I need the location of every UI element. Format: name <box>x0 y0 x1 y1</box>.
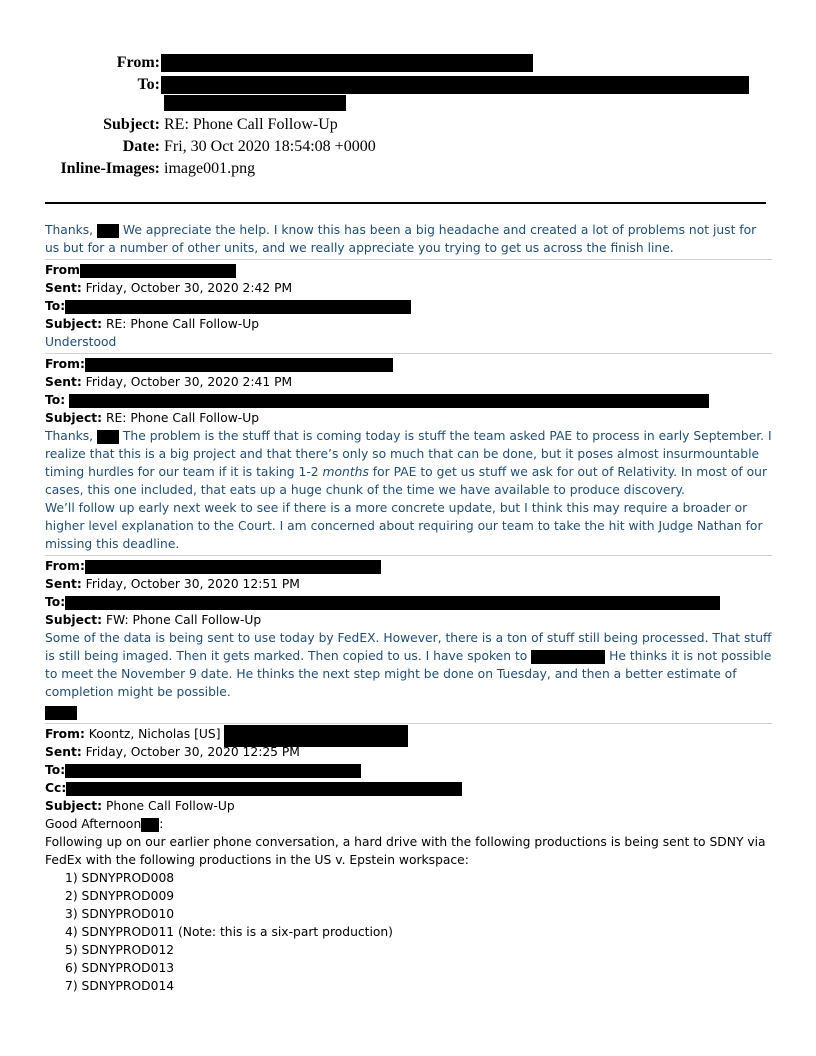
redaction-block <box>80 264 236 278</box>
message-text: We appreciate the help. I know this has been a big headache and created a lot of problems not just for us but for a number of other units, and we really appreciate you trying to get us across the finish line. <box>45 223 757 255</box>
message-4-body <box>45 629 772 701</box>
sent-label: Sent: <box>45 577 82 591</box>
list-item: 2) SDNYPROD009 <box>65 889 175 903</box>
header-subject-label: Subject: <box>103 116 160 133</box>
message-3-body <box>45 427 772 499</box>
from-value: Koontz, Nicholas [US] <box>88 727 221 741</box>
list-item: 1) SDNYPROD008 <box>65 871 175 885</box>
redaction-block <box>69 394 709 408</box>
list-item: 4) SDNYPROD011 (Note: this is a six-part production) <box>65 925 393 939</box>
message-5 <box>45 725 772 995</box>
sent-value: Friday, October 30, 2020 12:51 PM <box>85 577 300 591</box>
redaction-block <box>97 430 119 444</box>
message-1-body <box>45 221 772 257</box>
subject-label: Subject: <box>45 411 103 425</box>
redaction-block <box>97 224 119 238</box>
redaction-block <box>85 560 381 574</box>
message-text: The problem is the stuff that is coming today is stuff the team asked PAE to process in early September. I realize that this is a big project and that there’s only so much that can be done, but it poses almost insurmountable timing hurdles for our team if it is taking 1-2 <box>45 429 772 479</box>
sent-value: Friday, October 30, 2020 2:41 PM <box>85 375 293 389</box>
subject-value: RE: Phone Call Follow-Up <box>105 411 260 425</box>
subject-value: Phone Call Follow-Up <box>105 799 235 813</box>
subject-value: RE: Phone Call Follow-Up <box>105 317 260 331</box>
to-label: To: <box>45 299 66 313</box>
from-label: From: <box>45 559 85 573</box>
from-label: From <box>45 263 80 277</box>
message-text: Thanks, <box>45 223 94 237</box>
redaction-block <box>161 54 533 72</box>
redaction-block <box>66 782 462 796</box>
header-to-label: To: <box>137 76 160 93</box>
redaction-block <box>141 818 159 832</box>
message-text: He thinks it is not possible to meet the November 9 date. He thinks the next step might be done on Tuesday, and then a better estimate of completion might be possible. <box>45 649 772 699</box>
list-item: 3) SDNYPROD010 <box>65 907 175 921</box>
message-4 <box>45 557 772 721</box>
to-label: To: <box>45 393 66 407</box>
message-text: Some of the data is being sent to use today by FedEX. However, there is a ton of stuff still being processed. That stuff is still being imaged. Then it gets marked. Then copied to us. I have spoken to <box>45 631 772 663</box>
redaction-block <box>85 358 393 372</box>
redaction-block <box>65 300 411 314</box>
message-text: for PAE to get us stuff we ask for out of Relativity. In most of our cases, this one included, that eats up a huge chunk of the time we have available to produce discovery. <box>45 465 768 497</box>
from-label: From: <box>45 727 85 741</box>
message-2-body: Understood <box>45 335 117 349</box>
message-2 <box>45 261 772 351</box>
cc-label: Cc: <box>45 781 67 795</box>
sent-value: Friday, October 30, 2020 12:25 PM <box>85 745 300 759</box>
redaction-block <box>65 596 720 610</box>
subject-label: Subject: <box>45 317 103 331</box>
list-item: 5) SDNYPROD012 <box>65 943 175 957</box>
redaction-block <box>65 764 361 778</box>
header-inline-images-value: image001.png <box>164 160 256 177</box>
message-separator <box>45 555 772 556</box>
greeting-text: Good Afternoon <box>45 817 142 831</box>
greeting-text: : <box>159 817 164 831</box>
redaction-block <box>164 95 346 111</box>
subject-label: Subject: <box>45 613 103 627</box>
subject-value: FW: Phone Call Follow-Up <box>105 613 262 627</box>
list-item: 6) SDNYPROD013 <box>65 961 175 975</box>
message-3-body-paragraph-2: We’ll follow up early next week to see if there is a more concrete update, but I think this may require a broader or higher level explanation to the Court. I am concerned about requiring our team to take the hit with Judge Nathan for missing this deadline. <box>45 501 763 551</box>
message-emphasis: months <box>322 465 369 479</box>
sent-value: Friday, October 30, 2020 2:42 PM <box>85 281 293 295</box>
message-separator <box>45 723 772 724</box>
redaction-block <box>161 76 749 94</box>
header-divider <box>45 202 766 204</box>
sent-label: Sent: <box>45 745 82 759</box>
header-from-label: From: <box>116 54 160 71</box>
sent-label: Sent: <box>45 375 82 389</box>
to-label: To: <box>45 595 66 609</box>
message-text: Thanks, <box>45 429 94 443</box>
header-subject-value: RE: Phone Call Follow-Up <box>164 116 338 133</box>
message-3 <box>45 355 772 553</box>
subject-label: Subject: <box>45 799 103 813</box>
sent-label: Sent: <box>45 281 82 295</box>
redaction-block <box>45 706 77 720</box>
list-item: 7) SDNYPROD014 <box>65 979 175 993</box>
redaction-block <box>531 650 605 664</box>
to-label: To: <box>45 763 66 777</box>
header-date-value: Fri, 30 Oct 2020 18:54:08 +0000 <box>164 138 376 155</box>
from-label: From: <box>45 357 85 371</box>
email-body <box>45 221 772 995</box>
header-date-label: Date: <box>122 138 160 155</box>
productions-list <box>45 869 772 995</box>
header-inline-images-label: Inline-Images: <box>60 160 160 177</box>
message-separator <box>45 259 772 260</box>
message-separator <box>45 353 772 354</box>
message-5-intro: Following up on our earlier phone conversation, a hard drive with the following productions is being sent to SDNY via FedEx with the following productions in the US v. Epstein workspace: <box>45 835 766 867</box>
